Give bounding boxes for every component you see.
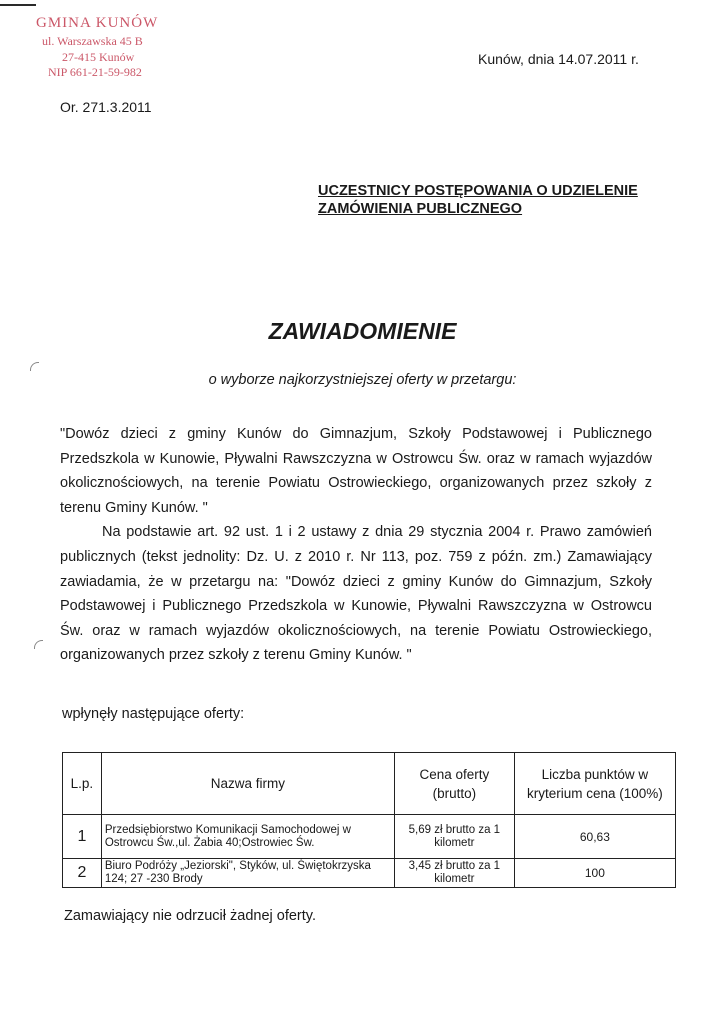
row-points: 100	[514, 859, 675, 888]
addressee-line-1: UCZESTNICY POSTĘPOWANIA O UDZIELENIE	[318, 183, 638, 199]
offers-table	[62, 752, 676, 888]
row-company-name: Przedsiębiorstwo Komunikacji Samochodowej w Ostrowcu Św.,ul. Żabia 40;Ostrowiec Św.	[101, 815, 394, 859]
row-points: 60,63	[514, 815, 675, 859]
row-lp: 1	[63, 815, 102, 859]
document-title: ZAWIADOMIENIE	[268, 318, 457, 344]
punch-mark-icon	[34, 640, 43, 649]
row-lp: 2	[63, 859, 102, 888]
stamp-line-3: 27-415 Kunów	[62, 50, 135, 64]
offers-intro: wpłynęły następujące oferty:	[62, 706, 245, 722]
table-row	[63, 815, 676, 859]
punch-mark-icon	[30, 362, 39, 371]
place-and-date: Kunów, dnia 14.07.2011 r.	[478, 51, 639, 67]
addressee	[318, 182, 638, 218]
closing-statement: Zamawiający nie odrzucił żadnej oferty.	[64, 908, 316, 924]
header-company-name: Nazwa firmy	[101, 753, 394, 815]
row-price: 3,45 zł brutto za 1 kilometr	[394, 859, 514, 888]
reference-number: Or. 271.3.2011	[60, 99, 152, 115]
row-price: 5,69 zł brutto za 1 kilometr	[394, 815, 514, 859]
header-points: Liczba punktów w kryterium cena (100%)	[514, 753, 675, 815]
official-stamp	[0, 0, 200, 90]
row-company-name: Biuro Podróży „Jeziorski", Styków, ul. Świętokrzyska 124; 27 -230 Brody	[101, 859, 394, 888]
body-paragraph-2: Na podstawie art. 92 ust. 1 i 2 ustawy z dnia 29 stycznia 2004 r. Prawo zamówień publicznych (tekst jednolity: Dz. U. z 2010 r. Nr 113, poz. 759 z późn. zm.) Zamawiający zawiadamia, że w przetargu na: "Dowóz dzieci z gminy Kunów do Gimnazjum, Szkoły Podstawowej i Publicznego Przedszkola w Kunowie, Pływalni Rawszczyzna w Ostrowcu Św. oraz w ramach wyjazdów okolicznościowych, na terenie Powiatu Ostrowieckiego, organizowanych przez szkoły z terenu Gminy Kunów. "	[60, 524, 652, 664]
addressee-line-2: ZAMÓWIENIA PUBLICZNEGO	[318, 201, 523, 217]
document-subtitle: o wyborze najkorzystniejszej oferty w przetargu:	[208, 372, 517, 388]
stamp-line-4: NIP 661-21-59-982	[48, 65, 142, 79]
stamp-line-2: ul. Warszawska 45 B	[42, 34, 143, 48]
body-text	[60, 422, 652, 668]
table-header-row	[63, 753, 676, 815]
header-price: Cena oferty (brutto)	[394, 753, 514, 815]
stamp-line-1: GMINA KUNÓW	[36, 15, 159, 31]
header-lp: L.p.	[63, 753, 102, 815]
body-paragraph-1: "Dowóz dzieci z gminy Kunów do Gimnazjum, Szkoły Podstawowej i Publicznego Przedszkola w Kunowie, Pływalni Rawszczyzna w Ostrowcu Św. oraz w ramach wyjazdów okolicznościowych, na terenie Powiatu Ostrowieckiego, organizowanych przez szkoły z terenu Gminy Kunów. "	[60, 426, 652, 516]
table-row	[63, 859, 676, 888]
